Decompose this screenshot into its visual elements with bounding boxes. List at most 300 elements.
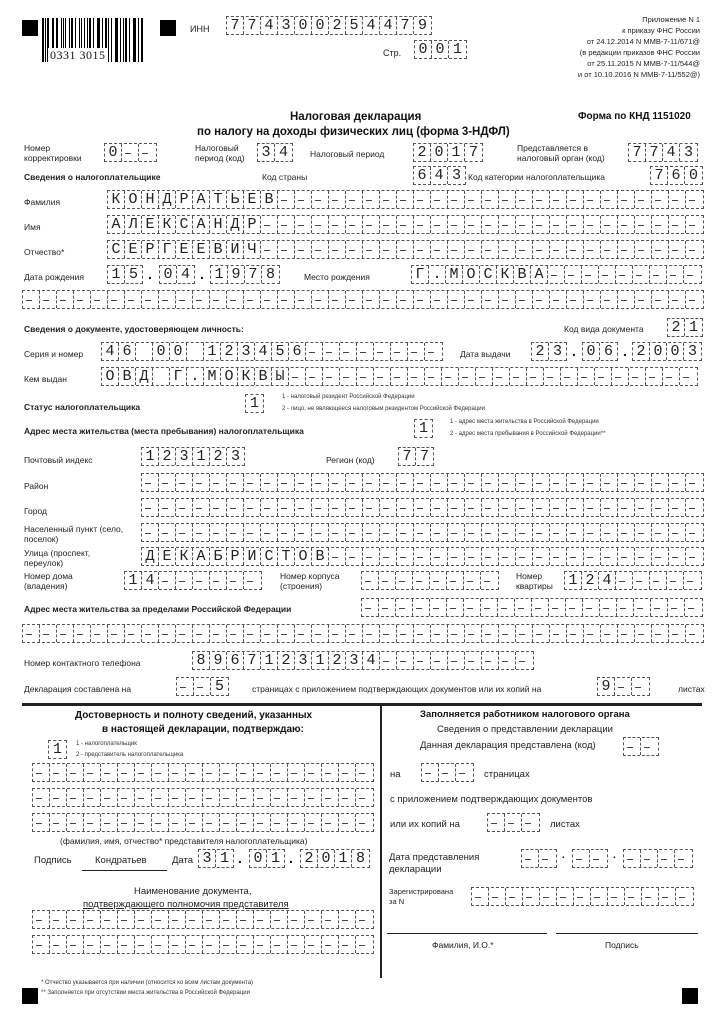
- char-cell: [567, 625, 584, 642]
- char-cell: [356, 814, 373, 831]
- char-cell: [244, 572, 261, 589]
- char-cell: [396, 599, 413, 616]
- char-cell: 7: [227, 17, 244, 34]
- char-cell: [177, 678, 194, 695]
- char-cell: К: [497, 266, 514, 283]
- char-cell: [676, 888, 693, 905]
- char-cell: Г: [412, 266, 429, 283]
- char-cell: [142, 625, 159, 642]
- submission-year-field[interactable]: [623, 849, 693, 868]
- char-cell: [498, 599, 515, 616]
- char-cell: [686, 625, 703, 642]
- char-cell: 6: [119, 343, 136, 360]
- char-cell: 7: [397, 17, 414, 34]
- char-cell: [142, 499, 159, 516]
- barcode-bar: [42, 18, 44, 62]
- char-cell: К: [108, 191, 125, 208]
- locality-field[interactable]: [141, 523, 704, 542]
- char-cell: [108, 291, 125, 308]
- inn-field[interactable]: [226, 16, 432, 35]
- char-cell: [237, 789, 254, 806]
- char-cell: [220, 764, 237, 781]
- birth-place-field-2[interactable]: [22, 290, 704, 309]
- pages-label: Декларация составлена на: [24, 684, 132, 694]
- char-cell: [339, 764, 356, 781]
- char-cell: [380, 548, 397, 565]
- char-cell: [615, 678, 632, 695]
- char-cell: [618, 191, 635, 208]
- char-cell: [74, 291, 91, 308]
- confirmer-option-1: 1 - налогоплательщик: [76, 741, 137, 747]
- rep-doc-field-2[interactable]: [32, 935, 374, 954]
- char-cell: [601, 524, 618, 541]
- char-cell: 3: [346, 652, 363, 669]
- char-cell: [397, 241, 414, 258]
- correction-field[interactable]: [104, 143, 157, 162]
- char-cell: [686, 216, 703, 233]
- char-cell: [533, 474, 550, 491]
- form-subtitle: по налогу на доходы физических лиц (форма 3-НДФЛ): [197, 126, 510, 138]
- name-field[interactable]: [107, 215, 704, 234]
- char-cell: [482, 625, 499, 642]
- char-cell: [312, 524, 329, 541]
- char-cell: [413, 599, 430, 616]
- char-cell: 2: [668, 319, 685, 336]
- footnote-1: * Отчество указывается при наличии (относится ко всем листам документа): [41, 980, 254, 986]
- char-cell: [550, 548, 567, 565]
- signature-label: Подпись: [34, 855, 72, 866]
- char-cell: [686, 499, 703, 516]
- char-cell: [186, 764, 203, 781]
- corner-marker-bottom-left: [22, 988, 38, 1004]
- char-cell: И: [244, 548, 261, 565]
- char-cell: [136, 343, 153, 360]
- char-cell: [203, 936, 220, 953]
- char-cell: [652, 499, 669, 516]
- taxpayer-category-field[interactable]: [650, 166, 703, 185]
- city-field[interactable]: [141, 498, 704, 517]
- char-cell: [573, 850, 590, 867]
- char-cell: [101, 936, 118, 953]
- char-cell: [135, 764, 152, 781]
- char-cell: [431, 548, 448, 565]
- char-cell: [634, 599, 651, 616]
- char-cell: [176, 499, 193, 516]
- char-cell: [414, 548, 431, 565]
- char-cell: [499, 216, 516, 233]
- char-cell: [278, 499, 295, 516]
- char-cell: 5: [272, 343, 289, 360]
- char-cell: [50, 789, 67, 806]
- barcode-bar: [108, 18, 109, 62]
- char-cell: [533, 191, 550, 208]
- char-cell: [237, 936, 254, 953]
- char-cell: 1: [565, 572, 582, 589]
- char-cell: [363, 191, 380, 208]
- char-cell: [122, 144, 139, 161]
- char-cell: [652, 291, 669, 308]
- patronymic-label: Отчество*: [24, 247, 65, 257]
- char-cell: [567, 191, 584, 208]
- char-cell: [289, 368, 306, 385]
- char-cell: [288, 911, 305, 928]
- char-cell: [220, 936, 237, 953]
- char-cell: [663, 368, 680, 385]
- char-cell: [618, 499, 635, 516]
- char-cell: [448, 291, 465, 308]
- tax-period-label: Налоговый период: [310, 149, 385, 159]
- char-cell: [356, 911, 373, 928]
- corner-marker-top-mid: [160, 20, 176, 36]
- char-cell: К: [176, 548, 193, 565]
- char-cell: [481, 572, 498, 589]
- char-cell: 0: [250, 850, 267, 867]
- char-cell: [363, 499, 380, 516]
- taxpayer-info-heading: Сведения о налогоплательщике: [24, 172, 161, 182]
- char-cell: [414, 291, 431, 308]
- char-cell: [169, 911, 186, 928]
- char-cell: [583, 599, 600, 616]
- char-cell: 7: [651, 167, 668, 184]
- pages-suffix: страницах с приложением подтверждающих документов или их копий на: [252, 684, 542, 694]
- issue-month-field[interactable]: [582, 342, 618, 361]
- char-cell: [356, 789, 373, 806]
- char-cell: 6: [227, 652, 244, 669]
- barcode-bar: [45, 18, 46, 62]
- sign-month-field[interactable]: [249, 849, 285, 868]
- char-cell: [618, 625, 635, 642]
- char-cell: С: [108, 241, 125, 258]
- phone-field[interactable]: [192, 651, 534, 670]
- char-cell: [550, 191, 567, 208]
- apartment-field[interactable]: [564, 571, 702, 590]
- char-cell: [329, 474, 346, 491]
- char-cell: 1: [312, 652, 329, 669]
- char-cell: Г: [159, 241, 176, 258]
- status-field[interactable]: [245, 394, 264, 413]
- char-cell: [135, 789, 152, 806]
- char-cell: [210, 499, 227, 516]
- house-field[interactable]: [124, 571, 262, 590]
- form-title: Налоговая декларация: [290, 111, 422, 123]
- issued-by-field[interactable]: [101, 367, 698, 386]
- signature-value[interactable]: Кондратьев: [95, 855, 147, 866]
- char-cell: [186, 789, 203, 806]
- char-cell: Ч: [244, 241, 261, 258]
- char-cell: [261, 291, 278, 308]
- sign-day-field[interactable]: [198, 849, 234, 868]
- char-cell: [431, 625, 448, 642]
- char-cell: [652, 524, 669, 541]
- char-cell: [278, 241, 295, 258]
- char-cell: [346, 499, 363, 516]
- char-cell: [448, 625, 465, 642]
- surname-label: Фамилия: [24, 197, 61, 207]
- appendix-line: к приказу ФНС России: [622, 26, 700, 35]
- char-cell: [447, 572, 464, 589]
- char-cell: [50, 814, 67, 831]
- char-cell: [414, 241, 431, 258]
- surname-field[interactable]: [107, 190, 704, 209]
- char-cell: [374, 368, 391, 385]
- char-cell: [67, 814, 84, 831]
- char-cell: [448, 474, 465, 491]
- char-cell: 1: [125, 572, 142, 589]
- office-sheets-field[interactable]: [487, 813, 540, 832]
- attach-label: с приложением подтверждающих документов: [390, 794, 593, 805]
- char-cell: [540, 888, 557, 905]
- char-cell: [278, 474, 295, 491]
- char-cell: [305, 911, 322, 928]
- birth-month-field[interactable]: [159, 265, 195, 284]
- patronymic-field[interactable]: [107, 240, 704, 259]
- char-cell: [633, 266, 650, 283]
- char-cell: [533, 216, 550, 233]
- char-cell: [295, 499, 312, 516]
- char-cell: 4: [278, 144, 288, 161]
- char-cell: [397, 524, 414, 541]
- representative-name-3[interactable]: [32, 813, 374, 832]
- char-cell: 3: [258, 144, 275, 161]
- postal-code-field[interactable]: [141, 447, 245, 466]
- tax-office-subtitle: Сведения о представлении декларации: [437, 724, 613, 735]
- char-cell: К: [238, 368, 255, 385]
- char-cell: [118, 936, 135, 953]
- char-cell: [244, 291, 261, 308]
- street-field[interactable]: [141, 547, 704, 566]
- char-cell: 2: [532, 343, 549, 360]
- char-cell: 8: [193, 652, 210, 669]
- char-cell: [523, 888, 540, 905]
- confirmer-field[interactable]: [48, 740, 67, 759]
- phone-label: Номер контактного телефона: [24, 658, 141, 668]
- char-cell: [227, 625, 244, 642]
- char-cell: [346, 548, 363, 565]
- char-cell: [278, 291, 295, 308]
- char-cell: [582, 266, 599, 283]
- char-cell: [261, 524, 278, 541]
- char-cell: [414, 474, 431, 491]
- office-signature-caption: Подпись: [605, 940, 639, 950]
- inn-label: ИНН: [190, 24, 210, 34]
- char-cell: [505, 814, 522, 831]
- char-cell: [601, 499, 618, 516]
- birth-day-field[interactable]: [107, 265, 143, 284]
- char-cell: [203, 911, 220, 928]
- char-cell: [510, 368, 527, 385]
- char-cell: [254, 764, 271, 781]
- char-cell: [686, 548, 703, 565]
- char-cell: [686, 291, 703, 308]
- char-cell: 2: [221, 343, 238, 360]
- char-cell: 2: [329, 652, 346, 669]
- char-cell: [340, 368, 357, 385]
- char-cell: [169, 764, 186, 781]
- char-cell: [118, 789, 135, 806]
- appendix-line: и от 10.10.2016 N ММВ-7-11/552@): [577, 70, 700, 79]
- char-cell: [549, 599, 566, 616]
- barcode-bar: [111, 18, 112, 62]
- registration-number-field[interactable]: [471, 887, 694, 906]
- char-cell: [567, 216, 584, 233]
- birth-date-label: Дата рождения: [24, 272, 84, 282]
- char-cell: [118, 814, 135, 831]
- representative-name-1[interactable]: [32, 763, 374, 782]
- char-cell: [516, 548, 533, 565]
- char-cell: 1: [249, 395, 259, 412]
- char-cell: [380, 499, 397, 516]
- rep-doc-field-1[interactable]: [32, 910, 374, 929]
- name-label: Имя: [24, 222, 41, 232]
- char-cell: Д: [136, 368, 153, 385]
- char-cell: [305, 936, 322, 953]
- char-cell: [499, 625, 516, 642]
- char-cell: Р: [244, 216, 261, 233]
- birth-year-field[interactable]: [210, 265, 280, 284]
- char-cell: [539, 850, 556, 867]
- char-cell: [550, 216, 567, 233]
- char-cell: [363, 291, 380, 308]
- submission-day-field[interactable]: [521, 849, 557, 868]
- birth-place-field[interactable]: [411, 265, 702, 284]
- pages-field[interactable]: [176, 677, 229, 696]
- page-number-field[interactable]: [414, 40, 467, 59]
- birth-place-label: Место рождения: [304, 272, 370, 282]
- char-cell: [295, 241, 312, 258]
- char-cell: [667, 266, 684, 283]
- issue-day-field[interactable]: [531, 342, 567, 361]
- tax-period-field[interactable]: [413, 143, 483, 162]
- submitted-code-field[interactable]: [623, 737, 659, 756]
- char-cell: [633, 572, 650, 589]
- char-cell: [261, 499, 278, 516]
- char-cell: 7: [468, 144, 478, 161]
- char-cell: [482, 499, 499, 516]
- char-cell: [152, 764, 169, 781]
- tax-period-code-field[interactable]: [257, 143, 293, 162]
- char-cell: [339, 789, 356, 806]
- char-cell: 3: [278, 17, 295, 34]
- char-cell: 0: [312, 17, 329, 34]
- char-cell: [642, 888, 659, 905]
- tax-office-title: Заполняется работником налогового органа: [420, 709, 630, 720]
- char-cell: [220, 789, 237, 806]
- office-pages-field[interactable]: [421, 763, 474, 782]
- char-cell: [669, 241, 686, 258]
- char-cell: [84, 789, 101, 806]
- sign-year-field[interactable]: [300, 849, 370, 868]
- char-cell: [612, 368, 629, 385]
- char-cell: [84, 814, 101, 831]
- submission-month-field[interactable]: [572, 849, 608, 868]
- char-cell: [448, 652, 465, 669]
- char-cell: [84, 936, 101, 953]
- char-cell: [323, 343, 340, 360]
- char-cell: А: [193, 548, 210, 565]
- char-cell: [374, 343, 391, 360]
- char-cell: [329, 548, 346, 565]
- char-cell: 1: [204, 343, 221, 360]
- char-cell: [271, 764, 288, 781]
- char-cell: [669, 499, 686, 516]
- tax-authority-field[interactable]: [628, 143, 698, 162]
- char-cell: И: [227, 241, 244, 258]
- correction-label: Номер корректировки: [24, 143, 82, 163]
- char-cell: [668, 599, 685, 616]
- char-cell: Т: [278, 548, 295, 565]
- representative-name-2[interactable]: [32, 788, 374, 807]
- char-cell: 1: [211, 266, 228, 283]
- char-cell: [40, 625, 57, 642]
- barcode-bar: [115, 18, 116, 62]
- char-cell: Е: [244, 191, 261, 208]
- char-cell: [465, 652, 482, 669]
- char-cell: [108, 625, 125, 642]
- char-cell: [142, 291, 159, 308]
- char-cell: [340, 343, 357, 360]
- char-cell: Р: [142, 241, 159, 258]
- char-cell: [533, 241, 550, 258]
- char-cell: [295, 216, 312, 233]
- char-cell: [288, 814, 305, 831]
- char-cell: [244, 474, 261, 491]
- char-cell: Т: [210, 191, 227, 208]
- char-cell: [346, 191, 363, 208]
- char-cell: [652, 191, 669, 208]
- char-cell: [635, 625, 652, 642]
- issue-year-field[interactable]: [632, 342, 702, 361]
- foreign-address-field-2[interactable]: [22, 624, 704, 643]
- char-cell: [431, 652, 448, 669]
- tax-period-code-label: Налоговый период (код): [195, 143, 245, 163]
- char-cell: [312, 191, 329, 208]
- doc-type-field[interactable]: [667, 318, 703, 337]
- char-cell: [616, 572, 633, 589]
- char-cell: [391, 343, 408, 360]
- char-cell: [329, 524, 346, 541]
- char-cell: [601, 474, 618, 491]
- char-cell: А: [193, 191, 210, 208]
- address-type-field[interactable]: [414, 419, 433, 438]
- char-cell: [499, 499, 516, 516]
- char-cell: 1: [452, 41, 462, 58]
- char-cell: [680, 368, 697, 385]
- foreign-address-field-1[interactable]: [361, 598, 703, 617]
- char-cell: [464, 599, 481, 616]
- char-cell: [493, 368, 510, 385]
- char-cell: [278, 524, 295, 541]
- char-cell: [159, 625, 176, 642]
- char-cell: [608, 888, 625, 905]
- char-cell: [667, 572, 684, 589]
- char-cell: К: [159, 216, 176, 233]
- issue-date-label: Дата выдачи: [460, 349, 511, 359]
- taxpayer-category-label: Код категории налогоплательщика: [468, 172, 605, 182]
- sheets-field[interactable]: [597, 677, 650, 696]
- char-cell: [396, 572, 413, 589]
- country-code-field[interactable]: [413, 166, 466, 185]
- region-field[interactable]: [398, 447, 434, 466]
- district-field[interactable]: [141, 473, 704, 492]
- char-cell: [67, 936, 84, 953]
- char-cell: Ь: [227, 191, 244, 208]
- char-cell: [516, 291, 533, 308]
- char-cell: [397, 625, 414, 642]
- char-cell: [254, 789, 271, 806]
- char-cell: [618, 216, 635, 233]
- building-field[interactable]: [361, 571, 499, 590]
- series-number-field[interactable]: [101, 342, 443, 361]
